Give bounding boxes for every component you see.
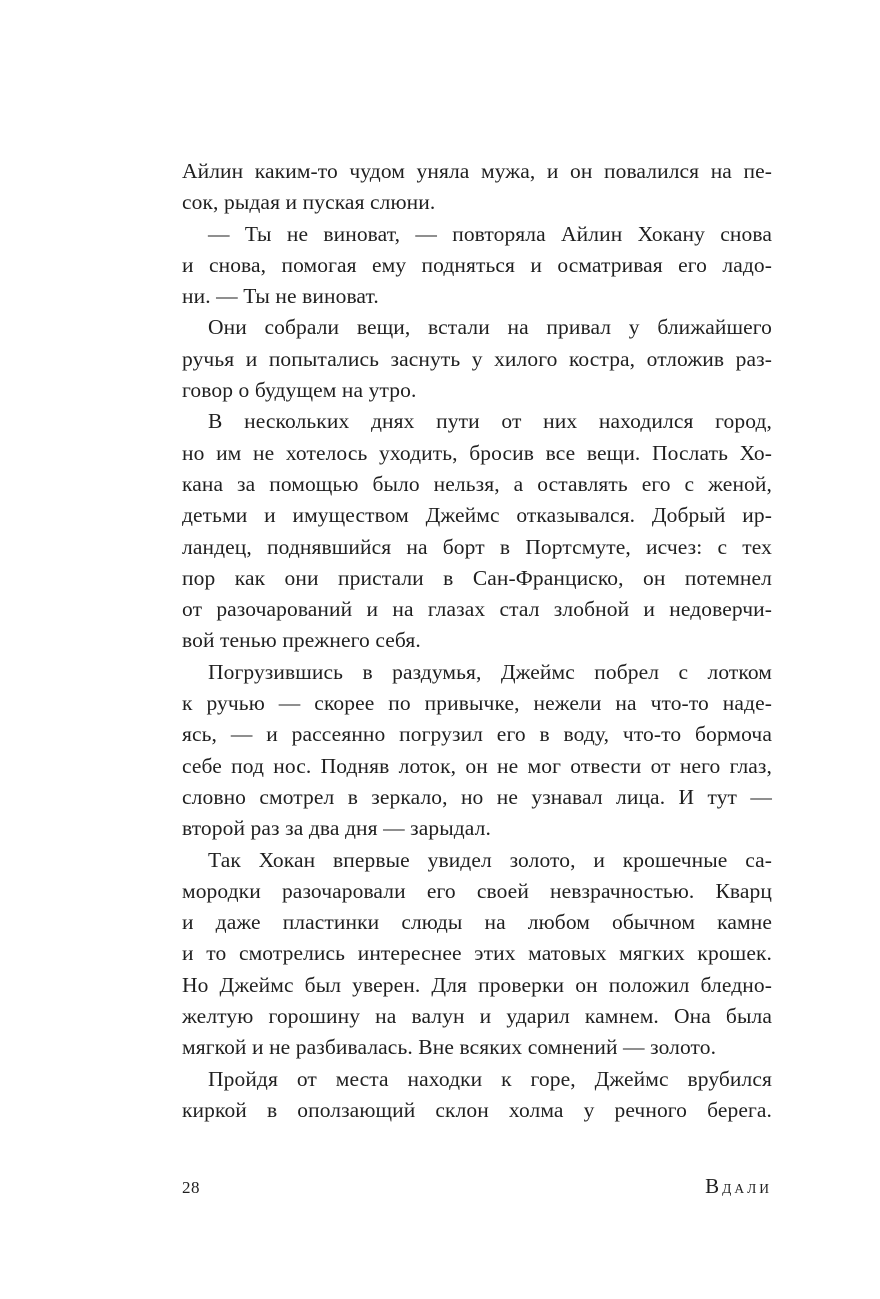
text-line: киркой в оползающий склон холма у речного берега. <box>182 1097 772 1122</box>
paragraph <box>182 657 772 845</box>
text-line: и то смотрелись интереснее этих матовых мягких крошек. <box>182 941 772 966</box>
paragraph <box>182 406 772 656</box>
page-number: 28 <box>182 1178 200 1197</box>
text-line: мородки разочаровали его своей невзрачностью. Кварц <box>182 878 772 903</box>
text-line: — Ты не виноват, — повторяла Айлин Хокану снова <box>208 221 772 246</box>
text-line: говор о будущем на утро. <box>182 378 417 403</box>
text-line: ландец, поднявшийся на борт в Портсмуте, исчез: с тех <box>182 534 772 559</box>
text-line: кана за помощью было нельзя, а оставлять его с женой, <box>182 471 772 496</box>
text-line: и снова, помогая ему подняться и осматривая его ладо- <box>182 252 772 277</box>
text-line: желтую горошину на валун и ударил камнем. Она была <box>182 1004 772 1029</box>
text-line: от разочарований и на глазах стал злобной и недоверчи- <box>182 597 772 622</box>
text-line: второй раз за два дня — зарыдал. <box>182 816 491 841</box>
text-line: Айлин каким-то чудом уняла мужа, и он повалился на пе- <box>182 159 772 183</box>
text-line: Пройдя от места находки к горе, Джеймс врубился <box>208 1066 772 1091</box>
paragraph <box>182 156 772 219</box>
text-line: Так Хокан впервые увидел золото, и крошечные са- <box>208 847 772 872</box>
text-line: мягкой и не разбивалась. Вне всяких сомнений — золото. <box>182 1035 717 1060</box>
text-line: к ручью — скорее по привычке, нежели на что-то наде- <box>182 691 772 716</box>
text-line: сок, рыдая и пуская слюни. <box>182 190 436 215</box>
paragraph <box>182 219 772 313</box>
text-line: Но Джеймс был уверен. Для проверки он положил бледно- <box>182 972 772 997</box>
text-line: ручья и попытались заснуть у хилого костра, отложив раз- <box>182 346 772 371</box>
text-line: ни. — Ты не виноват. <box>182 284 379 309</box>
text-line: но им не хотелось уходить, бросив все вещи. Послать Хо- <box>182 440 772 465</box>
running-title: ВДАЛИ <box>705 1174 772 1198</box>
text-line: В нескольких днях пути от них находился город, <box>208 409 772 434</box>
paragraph <box>182 845 772 1064</box>
paragraph <box>182 312 772 406</box>
text-block <box>182 156 772 1126</box>
text-line: словно смотрел в зеркало, но не узнавал лица. И тут — <box>182 784 772 809</box>
text-line: и даже пластинки слюды на любом обычном камне <box>182 910 772 935</box>
text-line: себе под нос. Подняв лоток, он не мог отвести от него глаз, <box>182 753 772 778</box>
text-line: Они собрали вещи, встали на привал у ближайшего <box>208 315 772 340</box>
text-line: детьми и имуществом Джеймс отказывался. Добрый ир- <box>182 503 772 528</box>
text-line: Погрузившись в раздумья, Джеймс побрел с лотком <box>208 659 772 684</box>
paragraph <box>182 1064 772 1127</box>
page-footer <box>182 1174 772 1199</box>
text-line: ясь, — и рассеянно погрузил его в воду, что-то бормоча <box>182 722 772 747</box>
text-line: вой тенью прежнего себя. <box>182 628 421 653</box>
text-line: пор как они пристали в Сан-Франциско, он потемнел <box>182 565 772 590</box>
